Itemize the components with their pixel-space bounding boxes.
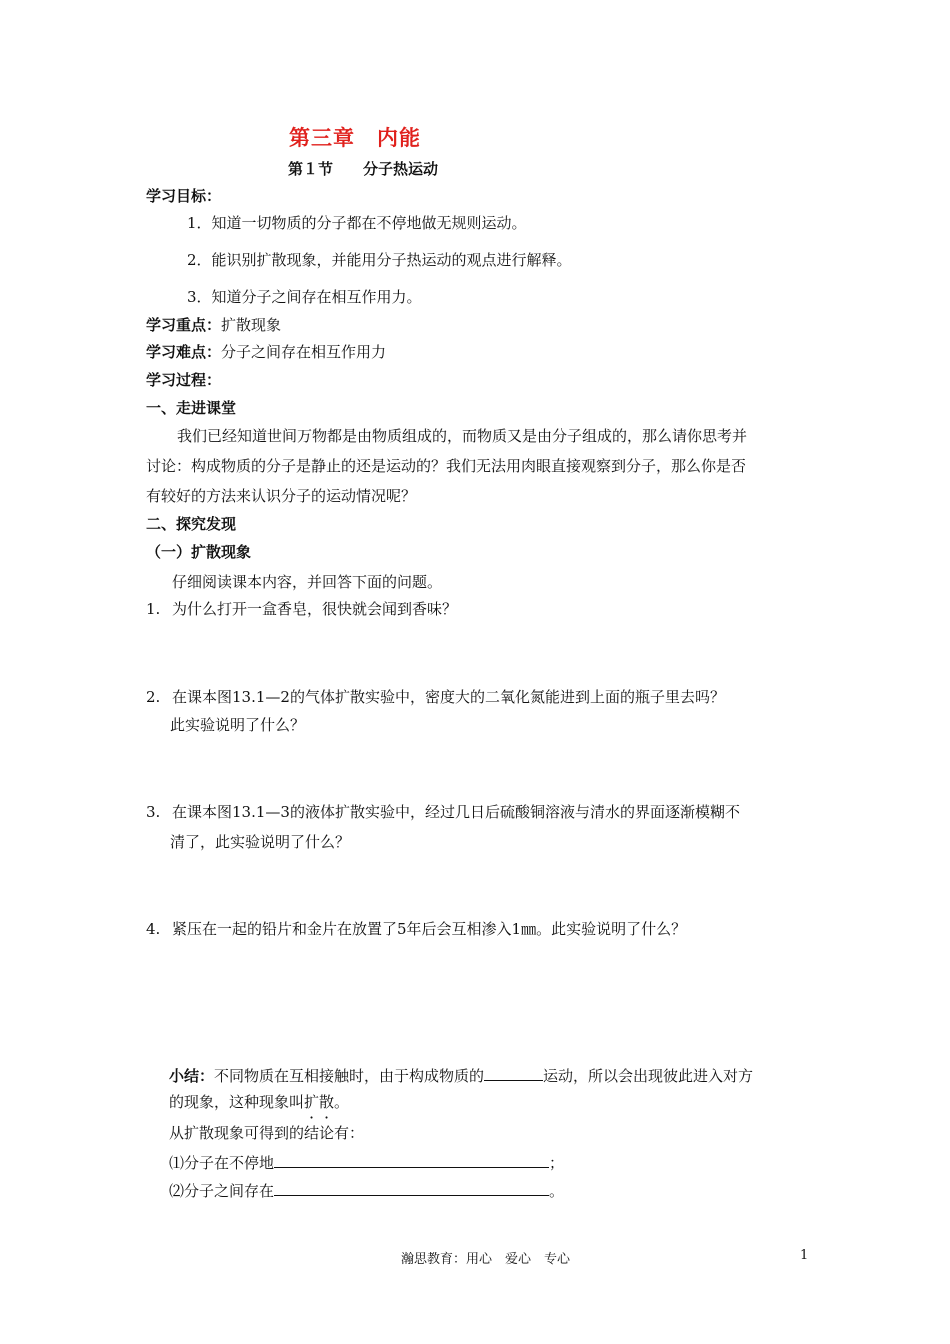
- section2-instruction: 仔细阅读课本内容，并回答下面的问题。: [172, 573, 443, 591]
- key-point: [146, 315, 281, 335]
- question-number: 3.: [146, 803, 161, 821]
- difficulty-label: 学习难点：: [146, 343, 222, 361]
- blank-line[interactable]: [274, 1179, 549, 1196]
- section1-heading: 一、走进课堂: [146, 399, 237, 417]
- summary-text: 运动，所以会出现彼此进入对方: [543, 1067, 754, 1085]
- section1-line: 讨论：构成物质的分子是静止的还是运动的？我们无法用肉眼直接观察到分子，那么你是否: [146, 457, 747, 475]
- conclusion-text: ⑵分子之间存在: [169, 1182, 275, 1200]
- question-text: 为什么打开一盒香皂，很快就会闻到香味？: [172, 600, 458, 618]
- process-heading: 学习过程：: [146, 371, 222, 389]
- footer-text: 瀚思教育：用心 爱心 专心: [401, 1252, 571, 1267]
- section1-line: 我们已经知道世间万物都是由物质组成的，而物质又是由分子组成的，那么请你思考并: [177, 427, 748, 445]
- question-number: 1.: [146, 600, 161, 618]
- key-point-label: 学习重点：: [146, 316, 222, 334]
- section2-heading: 二、探究发现: [146, 515, 237, 533]
- question-number: 2.: [146, 688, 161, 706]
- objective-item: 3．知道分子之间存在相互作用力。: [187, 288, 422, 306]
- summary-text: 。: [334, 1093, 350, 1111]
- blank-line[interactable]: [274, 1151, 549, 1168]
- summary-line-1: [169, 1064, 753, 1086]
- question-text: 在课本图13.1—3的液体扩散实验中，经过几日后硫酸铜溶液与清水的界面逐渐模糊不: [172, 803, 740, 821]
- question-text: 此实验说明了什么？: [170, 716, 306, 734]
- page-number: 1: [800, 1248, 809, 1263]
- conclusion-text: ⑴分子在不停地: [169, 1154, 275, 1172]
- summary-label: 小结：: [169, 1067, 215, 1085]
- summary-line-2: [169, 1092, 349, 1112]
- emphasis-char: 散: [319, 1093, 335, 1111]
- section2-subheading: （一）扩散现象: [146, 543, 252, 561]
- conclusion-item-2: [169, 1179, 564, 1201]
- question-text: 清了，此实验说明了什么？: [170, 833, 351, 851]
- conclusion-intro: 从扩散现象可得到的结论有：: [169, 1124, 365, 1142]
- conclusion-text: ；: [549, 1154, 565, 1172]
- chapter-title: 第三章 内能: [289, 126, 421, 150]
- blank-line[interactable]: [484, 1064, 543, 1081]
- conclusion-text: 。: [549, 1182, 565, 1200]
- key-point-text: 扩散现象: [221, 316, 282, 334]
- question-text: 在课本图13.1—2的气体扩散实验中，密度大的二氧化氮能进到上面的瓶子里去吗？: [172, 688, 725, 706]
- section1-line: 有较好的方法来认识分子的运动情况呢？: [146, 487, 417, 505]
- question-text: 紧压在一起的铅片和金片在放置了5年后会互相渗入1㎜。此实验说明了什么？: [172, 920, 687, 938]
- objectives-heading: 学习目标：: [146, 187, 222, 205]
- emphasis-char: 扩: [304, 1093, 320, 1111]
- question-number: 4.: [146, 920, 161, 938]
- difficulty: [146, 342, 386, 362]
- difficulty-text: 分子之间存在相互作用力: [221, 343, 387, 361]
- objective-item: 1．知道一切物质的分子都在不停地做无规则运动。: [187, 214, 527, 232]
- section-title: 第１节 分子热运动: [288, 160, 439, 178]
- summary-text: 不同物质在互相接触时，由于构成物质的: [214, 1067, 485, 1085]
- summary-text: 的现象，这种现象叫: [169, 1093, 305, 1111]
- objective-item: 2．能识别扩散现象，并能用分子热运动的观点进行解释。: [187, 251, 572, 269]
- conclusion-item-1: [169, 1151, 564, 1173]
